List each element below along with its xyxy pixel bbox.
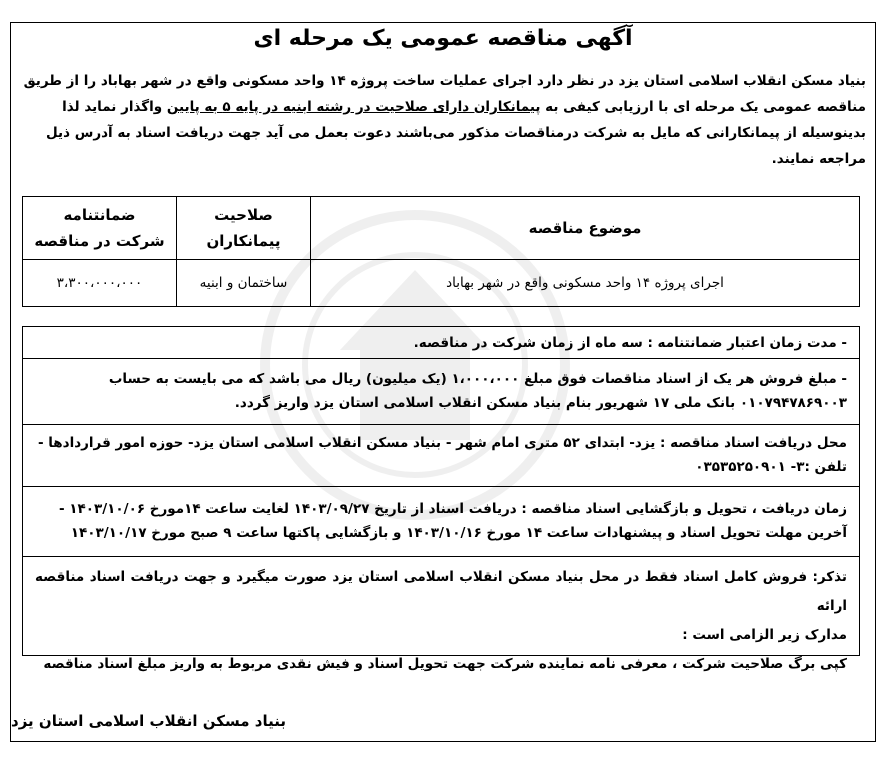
- header-qualification-line: پیمانکاران: [206, 232, 281, 250]
- table-row: [23, 260, 860, 307]
- intro-text: مناقصه عمومی یک مرحله ای با ارزیابی کیفی به: [540, 99, 866, 115]
- info-note: [23, 557, 859, 672]
- intro-line: [20, 94, 866, 120]
- cell-qualification: ساختمان و ابنیه: [176, 260, 310, 307]
- info-line: ۰۱۰۷۹۴۷۸۶۹۰۰۳ بانک ملی ۱۷ شهریور بنام بنیاد مسکن انقلاب اسلامی استان یزد واریز گردد.: [234, 395, 847, 411]
- header-guarantee-line: ضمانتنامه: [63, 206, 136, 224]
- intro-line: بنیاد مسکن انقلاب اسلامی استان یزد در نظر دارد اجرای عملیات ساخت پروژه ۱۴ واحد مسکونی واقع در شهر بهاباد را از طریق: [23, 73, 866, 89]
- info-line: - مبلغ فروش هر یک از اسناد مناقصات فوق مبلغ ۱،۰۰۰،۰۰۰ (یک میلیون) ریال می باشد که می بایست به حساب: [108, 371, 847, 387]
- header-guarantee-line: شرکت در مناقصه: [34, 232, 165, 250]
- intro-line: بدینوسیله از پیمانکارانی که مایل به شرکت درمناقصات مذکور می‌باشند دعوت بعمل می آید جهت دریافت اسناد به آدرس ذیل: [45, 125, 866, 141]
- info-box: [22, 326, 860, 672]
- tender-table: [22, 196, 860, 307]
- info-line: کپی برگ صلاحیت شرکت ، معرفی نامه نماینده شرکت جهت تحویل اسناد و فیش نقدی مربوط به واریز مبلغ اسناد مناقصه: [43, 656, 847, 672]
- header-subject: موضوع مناقصه: [311, 197, 860, 260]
- info-line: آخرین مهلت تحویل اسناد و پیشنهادات ساعت ۱۴ مورخ ۱۴۰۳/۱۰/۱۶ و بازگشایی پاکتها ساعت ۹ صبح مورخ ۱۴۰۳/۱۰/۱۷: [70, 525, 847, 541]
- intro-text: واگذار نماید لذا: [62, 99, 167, 115]
- info-address: [23, 425, 859, 487]
- intro-line: مراجعه نمایند.: [771, 151, 866, 167]
- info-line: محل دریافت اسناد مناقصه : یزد- ابتدای ۵۲ متری امام شهر - بنیاد مسکن انقلاب اسلامی استان یزد- حوزه امور قراردادها -: [37, 435, 847, 451]
- footer-signature: بنیاد مسکن انقلاب اسلامی استان یزد: [11, 712, 286, 730]
- info-line: - مدت زمان اعتبار ضمانتنامه : سه ماه از زمان شرکت در مناقصه.: [413, 335, 847, 351]
- info-schedule: [23, 487, 859, 557]
- notice-title: آگهی مناقصه عمومی یک مرحله ای: [253, 26, 633, 51]
- qualification-underlined: پیمانکاران دارای صلاحیت در رشته ابنیه در پایه ۵ به پایین: [166, 99, 541, 115]
- header-guarantee: [23, 197, 177, 260]
- info-line: تلفن :۳- ۰۳۵۳۵۲۵۰۹۰۱: [695, 459, 847, 475]
- info-line: مدارک زیر الزامی است :: [682, 627, 847, 643]
- cell-subject: اجرای پروژه ۱۴ واحد مسکونی واقع در شهر بهاباد: [311, 260, 860, 307]
- info-line: تذکر: فروش کامل اسناد فقط در محل بنیاد مسکن انقلاب اسلامی استان یزد صورت میگیرد و جهت دریافت اسناد مناقصه ارائه: [35, 569, 847, 614]
- info-validity: [23, 327, 859, 359]
- info-price: [23, 359, 859, 425]
- intro-paragraph: [20, 68, 866, 172]
- table-header-row: [23, 197, 860, 260]
- header-qualification-line: صلاحیت: [214, 206, 273, 224]
- header-qualification: [176, 197, 310, 260]
- cell-guarantee: ۳،۳۰۰،۰۰۰،۰۰۰: [23, 260, 177, 307]
- info-line: زمان دریافت ، تحویل و بازگشایی اسناد مناقصه : دریافت اسناد از تاریخ ۱۴۰۳/۰۹/۲۷ لغایت ساعت ۱۴مورخ ۱۴۰۳/۱۰/۰۶ -: [58, 501, 847, 517]
